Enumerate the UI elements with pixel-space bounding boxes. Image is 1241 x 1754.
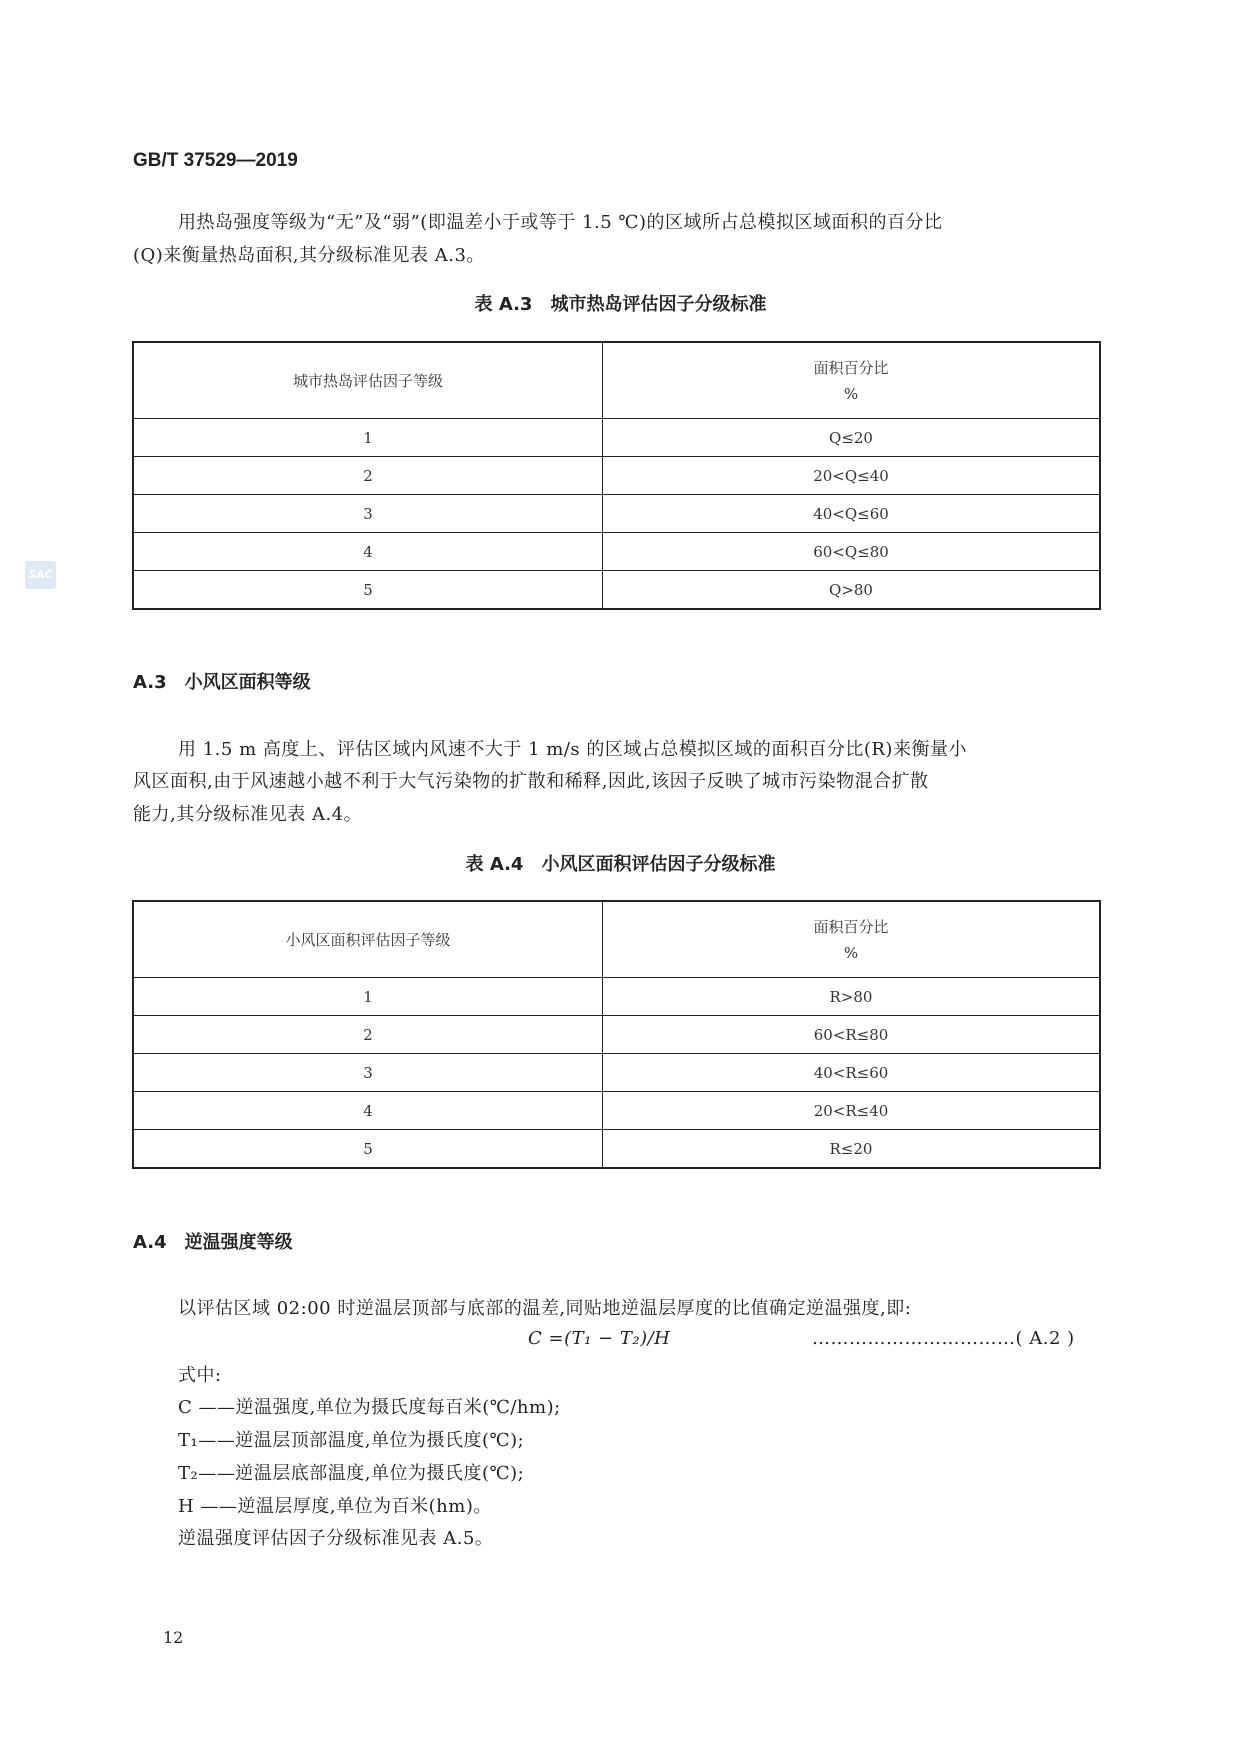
table-row	[133, 978, 1100, 1016]
cell-range: 60<Q≤80	[603, 533, 1101, 571]
formula-number: ……………………………( A.2 )	[812, 1328, 1075, 1349]
cell-level: 2	[133, 457, 603, 495]
definition-t2: T₂——逆温层底部温度,单位为摄氏度(℃);	[178, 1463, 525, 1484]
table-row	[133, 571, 1100, 610]
cell-range: 40<R≤60	[603, 1054, 1101, 1092]
header-level: 小风区面积评估因子等级	[133, 901, 603, 978]
table-a4-title: 表 A.4 小风区面积评估因子分级标准	[465, 854, 776, 875]
section-a3-line-1: 用 1.5 m 高度上、评估区域内风速不大于 1 m/s 的区域占总模拟区域的面积百分比(R)来衡量小	[178, 739, 967, 760]
section-a3-heading: A.3 小风区面积等级	[133, 672, 311, 693]
intro-line-1: 用热岛强度等级为“无”及“弱”(即温差小于或等于 1.5 ℃)的区域所占总模拟区域面积的百分比	[178, 212, 943, 233]
definition-t1: T₁——逆温层顶部温度,单位为摄氏度(℃);	[178, 1430, 525, 1451]
table-row	[133, 457, 1100, 495]
table-a3-title: 表 A.3 城市热岛评估因子分级标准	[474, 294, 767, 315]
formula: C =(T₁ − T₂)/H	[528, 1328, 671, 1349]
cell-level: 1	[133, 978, 603, 1016]
intro-line-2: (Q)来衡量热岛面积,其分级标准见表 A.3。	[133, 245, 485, 266]
table-row	[133, 419, 1100, 457]
cell-range: Q>80	[603, 571, 1101, 610]
cell-range: R≤20	[603, 1130, 1101, 1169]
watermark-logo: SAC	[25, 561, 56, 589]
cell-range: 40<Q≤60	[603, 495, 1101, 533]
header-percent-unit: %	[843, 384, 859, 403]
page-number: 12	[163, 1628, 184, 1647]
table-header-row	[133, 901, 1100, 978]
section-a3-line-3: 能力,其分级标准见表 A.4。	[133, 804, 363, 825]
definition-c: C ——逆温强度,单位为摄氏度每百米(℃/hm);	[178, 1397, 561, 1418]
header-percent-label: 面积百分比	[813, 358, 889, 377]
header-percent-unit: %	[843, 943, 859, 962]
table-a3	[132, 341, 1101, 610]
table-row	[133, 1016, 1100, 1054]
header-percent-label: 面积百分比	[813, 917, 889, 936]
section-a4-heading: A.4 逆温强度等级	[133, 1232, 293, 1253]
cell-level: 4	[133, 533, 603, 571]
standard-number: GB/T 37529—2019	[133, 150, 298, 171]
table-header-row	[133, 342, 1100, 419]
header-percent	[603, 901, 1101, 978]
section-a4-last-line: 逆温强度评估因子分级标准见表 A.5。	[178, 1528, 494, 1549]
header-percent	[603, 342, 1101, 419]
section-a4-line-1: 以评估区域 02:00 时逆温层顶部与底部的温差,同贴地逆温层厚度的比值确定逆温强度,即:	[178, 1298, 912, 1319]
cell-range: Q≤20	[603, 419, 1101, 457]
section-a3-line-2: 风区面积,由于风速越小越不利于大气污染物的扩散和稀释,因此,该因子反映了城市污染物混合扩散	[133, 771, 929, 792]
cell-level: 5	[133, 571, 603, 610]
table-row	[133, 1092, 1100, 1130]
definition-h: H ——逆温层厚度,单位为百米(hm)。	[178, 1496, 492, 1517]
cell-range: 20<Q≤40	[603, 457, 1101, 495]
cell-range: R>80	[603, 978, 1101, 1016]
cell-level: 3	[133, 1054, 603, 1092]
cell-range: 20<R≤40	[603, 1092, 1101, 1130]
header-level: 城市热岛评估因子等级	[133, 342, 603, 419]
table-row	[133, 1054, 1100, 1092]
cell-level: 3	[133, 495, 603, 533]
cell-level: 4	[133, 1092, 603, 1130]
table-row	[133, 495, 1100, 533]
cell-level: 5	[133, 1130, 603, 1169]
table-row	[133, 533, 1100, 571]
cell-level: 1	[133, 419, 603, 457]
table-row	[133, 1130, 1100, 1169]
table-a4	[132, 900, 1101, 1169]
cell-level: 2	[133, 1016, 603, 1054]
cell-range: 60<R≤80	[603, 1016, 1101, 1054]
where-label: 式中:	[178, 1365, 222, 1386]
